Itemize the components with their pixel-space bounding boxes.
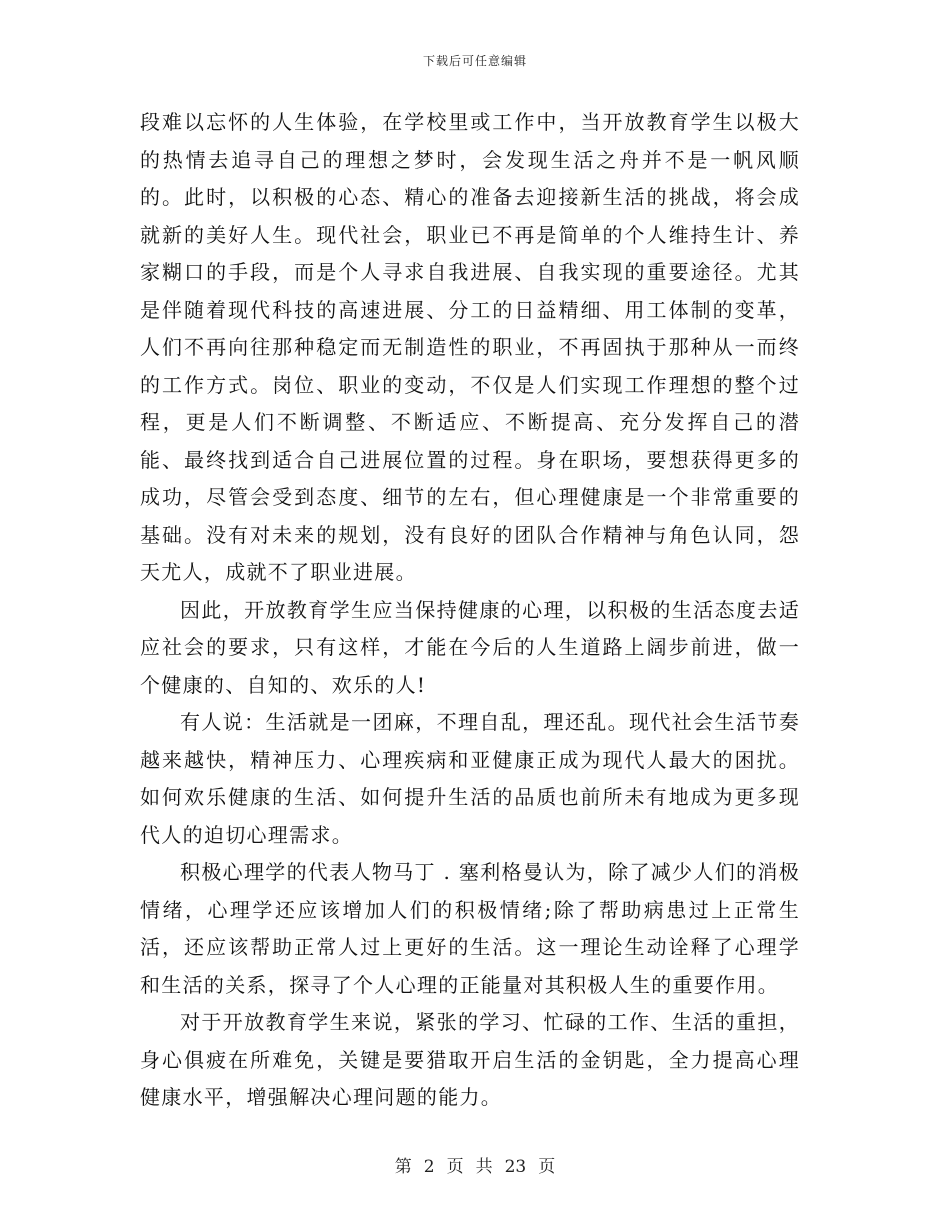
total-unit: 页 — [538, 1157, 556, 1177]
page-header — [0, 52, 950, 69]
page-unit: 页 — [446, 1157, 464, 1177]
paragraph-healthy-mindset: 因此，开放教育学生应当保持健康的心理，以积极的生活态度去适应社会的要求，只有这样，才能在今后的人生道路上阔步前进，做一个健康的、自知的、欢乐的人! — [140, 597, 800, 697]
document-body — [140, 104, 800, 1117]
paragraph-student-wellbeing: 对于开放教育学生来说，紧张的学习、忙碌的工作、生活的重担，身心俱疲在所难免，关键是要猎取开启生活的金钥匙，全力提高心理健康水平，增强解决心理问题的能力。 — [140, 1010, 800, 1109]
paragraph-positive-psychology: 积极心理学的代表人物马丁 . 塞利格曼认为，除了减少人们的消极情绪，心理学还应该增加人们的积极情绪;除了帮助病患过上正常生活，还应该帮助正常人过上更好的生活。这一理论生动诠释了心理学和生活的关系，探寻了个人心理的正能量对其积极人生的重要作用。 — [140, 860, 800, 997]
page-prefix: 第 — [394, 1157, 412, 1177]
total-pages: 23 — [504, 1157, 527, 1177]
paragraph-career-development: 段难以忘怀的人生体验，在学校里或工作中，当开放教育学生以极大的热情去追寻自己的理想之梦时，会发现生活之舟并不是一帆风顺的。此时，以积极的心态、精心的准备去迎接新生活的挑战，将会成就新的美好人生。现代社会，职业已不再是简单的个人维持生计、养家糊口的手段，而是个人寻求自我进展、自我实现的重要途径。尤其是伴随着现代科技的高速进展、分工的日益精细、用工体制的变革，人们不再向往那种稳定而无制造性的职业，不再固执于那种从一而终的工作方式。岗位、职业的变动，不仅是人们实现工作理想的整个过程，更是人们不断调整、不断适应、不断提高、充分发挥自己的潜能、最终找到适合自己进展位置的过程。身在职场，要想获得更多的成功，尽管会受到态度、细节的左右，但心理健康是一个非常重要的基础。没有对未来的规划，没有良好的团队合作精神与角色认同，怨天尤人，成就不了职业进展。 — [140, 110, 800, 584]
paragraph-modern-life-pressure: 有人说：生活就是一团麻，不理自乱，理还乱。现代社会生活节奏越来越快，精神压力、心理疾病和亚健康正成为现代人最大的困扰。如何欢乐健康的生活、如何提升生活的品质也前所未有地成为更多现代人的迫切心理需求。 — [140, 710, 800, 847]
page-footer — [0, 1152, 950, 1177]
download-edit-note: 下载后可任意编辑 — [422, 54, 527, 68]
total-prefix: 共 — [475, 1157, 493, 1177]
page-number: 2 — [423, 1157, 435, 1177]
